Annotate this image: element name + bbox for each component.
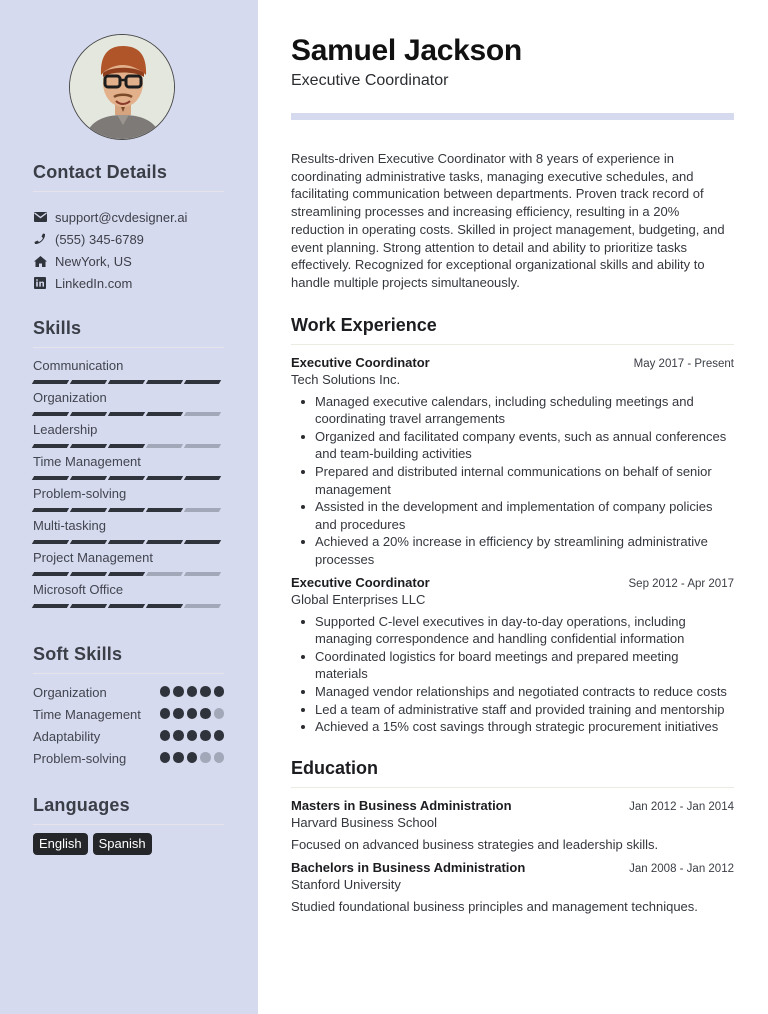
- dot-filled: [160, 752, 171, 763]
- skill-bar-filled: [32, 476, 69, 480]
- contact-location: [33, 250, 224, 272]
- language-tags: [33, 833, 224, 855]
- soft-skills-list: [33, 684, 224, 767]
- dot-empty: [200, 752, 211, 763]
- job-bullet: Managed vendor relationships and negotiated contracts to reduce costs: [299, 683, 734, 701]
- dot-filled: [173, 686, 184, 697]
- languages-heading: Languages: [33, 795, 224, 825]
- skills-list: [33, 358, 224, 614]
- contact-email-text: support@cvdesigner.ai: [55, 209, 188, 225]
- skill-name: Time Management: [33, 454, 141, 469]
- job-bullet: Coordinated logistics for board meetings and prepared meeting materials: [299, 648, 734, 683]
- dot-empty: [214, 708, 225, 719]
- skill-bar-empty: [146, 572, 183, 576]
- contact-phone[interactable]: [33, 228, 224, 250]
- education-section: [291, 758, 734, 914]
- sidebar: [0, 0, 258, 1014]
- skill-item: [33, 486, 224, 518]
- skill-item: [33, 550, 224, 582]
- skill-bar-filled: [32, 444, 69, 448]
- languages-section: [33, 795, 224, 855]
- job-bullet: Achieved a 15% cost savings through strategic procurement initiatives: [299, 718, 734, 736]
- dot-filled: [214, 686, 225, 697]
- soft-skill-name: Problem-solving: [33, 751, 127, 766]
- dot-filled: [160, 708, 171, 719]
- skill-level-bars: [33, 604, 224, 608]
- education-dates: Jan 2012 - Jan 2014: [629, 800, 734, 813]
- candidate-name: Samuel Jackson: [291, 34, 522, 67]
- education-list: [291, 798, 734, 914]
- candidate-title: Executive Coordinator: [291, 72, 449, 89]
- education-dates: Jan 2008 - Jan 2012: [629, 862, 734, 875]
- job-bullets: [291, 613, 734, 736]
- skill-bar-filled: [108, 476, 145, 480]
- skill-bar-filled: [108, 572, 145, 576]
- job-bullet: Organized and facilitated company events, such as annual conferences and team-building activities: [299, 428, 734, 463]
- language-tag-english: English: [33, 833, 88, 855]
- summary-paragraph: Results-driven Executive Coordinator with 8 years of experience in coordinating administrative tasks, managing executive schedules, and facilitating communication between departments. Proven track record of streamlining processes and increasing efficiency, resulting in a 20% reduction in operating costs. Skilled in project management, budgeting, and event planning. Strong attention to detail and ability to prioritize tasks effectively. Recognized for exceptional organizational skills and ability to handle multiple projects simultaneously.: [291, 151, 725, 290]
- avatar: [69, 34, 175, 140]
- skill-bar-filled: [70, 508, 107, 512]
- skill-bar-filled: [108, 412, 145, 416]
- skill-bar-filled: [108, 508, 145, 512]
- dot-filled: [187, 730, 198, 741]
- skill-level-bars: [33, 572, 224, 576]
- skill-name: Problem-solving: [33, 486, 127, 501]
- skill-level-bars: [33, 412, 224, 416]
- job-dates: Sep 2012 - Apr 2017: [628, 577, 734, 590]
- skill-bar-filled: [32, 412, 69, 416]
- education-description: Focused on advanced business strategies and leadership skills.: [291, 836, 659, 852]
- skill-item: [33, 422, 224, 454]
- soft-skill-level-dots: [160, 730, 225, 741]
- skill-item: [33, 358, 224, 390]
- skill-bar-filled: [32, 380, 69, 384]
- skill-bar-filled: [146, 540, 183, 544]
- skill-bar-filled: [108, 444, 145, 448]
- degree-name: Masters in Business Administration: [291, 797, 512, 813]
- soft-skill-level-dots: [160, 708, 225, 719]
- skill-item: [33, 518, 224, 550]
- job-title: Executive Coordinator: [291, 574, 430, 590]
- education-heading: Education: [291, 758, 734, 788]
- language-tag-spanish: Spanish: [93, 833, 152, 855]
- dot-filled: [173, 708, 184, 719]
- dot-filled: [200, 708, 211, 719]
- soft-skills-section: [33, 644, 224, 767]
- job-bullet: Supported C-level executives in day-to-day operations, including managing correspondence and handling confidential information: [299, 613, 734, 648]
- skill-bar-empty: [184, 572, 221, 576]
- dot-filled: [173, 730, 184, 741]
- skill-bar-filled: [146, 604, 183, 608]
- degree-name: Bachelors in Business Administration: [291, 859, 526, 875]
- skill-bar-empty: [184, 412, 221, 416]
- soft-skill-item: [33, 706, 224, 723]
- skill-item: [33, 390, 224, 422]
- skill-bar-filled: [146, 508, 183, 512]
- dot-filled: [200, 686, 211, 697]
- skill-bar-filled: [70, 540, 107, 544]
- dot-empty: [214, 752, 225, 763]
- job-header: [291, 575, 734, 590]
- skill-bar-filled: [32, 540, 69, 544]
- skill-bar-filled: [146, 476, 183, 480]
- skill-name: Leadership: [33, 422, 98, 437]
- skill-bar-filled: [32, 508, 69, 512]
- skill-bar-filled: [70, 380, 107, 384]
- skill-item: [33, 582, 224, 614]
- skill-bar-filled: [70, 604, 107, 608]
- skill-bar-empty: [146, 444, 183, 448]
- job-title: Executive Coordinator: [291, 354, 430, 370]
- school-name: Harvard Business School: [291, 814, 437, 830]
- skill-bar-filled: [32, 604, 69, 608]
- skill-bar-empty: [184, 508, 221, 512]
- job-dates: May 2017 - Present: [633, 357, 734, 370]
- soft-skill-name: Organization: [33, 685, 107, 700]
- skill-bar-filled: [70, 444, 107, 448]
- skill-bar-filled: [184, 476, 221, 480]
- soft-skill-level-dots: [160, 752, 225, 763]
- dot-filled: [187, 708, 198, 719]
- soft-skill-item: [33, 684, 224, 701]
- skill-name: Project Management: [33, 550, 153, 565]
- job-bullet: Prepared and distributed internal communications on behalf of senior management: [299, 463, 734, 498]
- soft-skill-item: [33, 728, 224, 745]
- job-list: [291, 355, 734, 736]
- soft-skill-name: Adaptability: [33, 729, 101, 744]
- dot-filled: [187, 686, 198, 697]
- skill-bar-empty: [184, 604, 221, 608]
- linkedin-icon: [33, 276, 47, 290]
- job-bullets: [291, 393, 734, 569]
- skill-bar-filled: [70, 412, 107, 416]
- home-icon: [33, 254, 47, 268]
- work-experience-heading: Work Experience: [291, 315, 734, 345]
- dot-filled: [214, 730, 225, 741]
- soft-skill-level-dots: [160, 686, 225, 697]
- job-bullet: Managed executive calendars, including scheduling meetings and coordinating travel arrangements: [299, 393, 734, 428]
- skill-level-bars: [33, 508, 224, 512]
- dot-filled: [160, 686, 171, 697]
- skill-name: Multi-tasking: [33, 518, 106, 533]
- skill-level-bars: [33, 444, 224, 448]
- job-header: [291, 355, 734, 370]
- dot-filled: [187, 752, 198, 763]
- soft-skills-heading: Soft Skills: [33, 644, 224, 674]
- dot-filled: [160, 730, 171, 741]
- contact-phone-text: (555) 345-6789: [55, 231, 144, 247]
- soft-skill-item: [33, 750, 224, 767]
- phone-icon: [33, 232, 47, 246]
- envelope-icon: [33, 210, 47, 224]
- soft-skill-name: Time Management: [33, 707, 141, 722]
- contact-heading: Contact Details: [33, 162, 224, 192]
- skill-level-bars: [33, 540, 224, 544]
- skill-item: [33, 454, 224, 486]
- main-content: [291, 34, 734, 914]
- skill-bar-filled: [146, 412, 183, 416]
- work-experience-section: [291, 315, 734, 736]
- job-entry: [291, 575, 734, 736]
- skill-level-bars: [33, 380, 224, 384]
- skill-name: Microsoft Office: [33, 582, 124, 597]
- dot-filled: [200, 730, 211, 741]
- job-bullet: Achieved a 20% increase in efficiency by streamlining administrative processes: [299, 533, 734, 568]
- education-header: [291, 798, 734, 813]
- profile-photo: [70, 35, 175, 140]
- job-company: Global Enterprises LLC: [291, 591, 426, 607]
- contact-section: [33, 162, 224, 294]
- skill-bar-filled: [184, 540, 221, 544]
- contact-linkedin-text: LinkedIn.com: [55, 275, 133, 291]
- job-bullet: Assisted in the development and implementation of company policies and procedures: [299, 498, 734, 533]
- skill-bar-filled: [108, 380, 145, 384]
- skill-bar-filled: [108, 604, 145, 608]
- skill-bar-filled: [108, 540, 145, 544]
- skill-bar-filled: [70, 572, 107, 576]
- skills-section: [33, 318, 224, 614]
- education-entry: [291, 798, 734, 852]
- skill-name: Organization: [33, 390, 107, 405]
- contact-linkedin[interactable]: [33, 272, 224, 294]
- skill-bar-filled: [146, 380, 183, 384]
- skill-bar-filled: [32, 572, 69, 576]
- education-description: Studied foundational business principles and management techniques.: [291, 898, 698, 914]
- job-entry: [291, 355, 734, 569]
- education-header: [291, 860, 734, 875]
- skill-bar-filled: [70, 476, 107, 480]
- contact-location-text: NewYork, US: [55, 253, 132, 269]
- skill-name: Communication: [33, 358, 124, 373]
- job-bullet: Led a team of administrative staff and provided training and mentorship: [299, 701, 734, 719]
- education-entry: [291, 860, 734, 914]
- skills-heading: Skills: [33, 318, 224, 348]
- contact-email[interactable]: [33, 206, 224, 228]
- skill-bar-filled: [184, 380, 221, 384]
- school-name: Stanford University: [291, 876, 401, 892]
- job-company: Tech Solutions Inc.: [291, 371, 401, 387]
- skill-bar-empty: [184, 444, 221, 448]
- dot-filled: [173, 752, 184, 763]
- skill-level-bars: [33, 476, 224, 480]
- header-divider: [291, 113, 734, 120]
